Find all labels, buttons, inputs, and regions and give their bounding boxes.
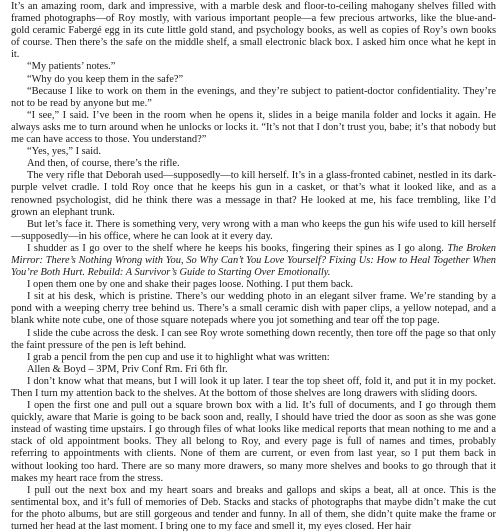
- paragraph: [11, 364, 496, 376]
- paragraph: [11, 74, 496, 86]
- text-run: Allen & Boyd – 3PM, Priv Conf Rm. Fri 6th flr.: [27, 363, 228, 375]
- text-run: I sit at his desk, which is pristine. There’s our wedding photo in an elegant silver frame. We’re standing by a pond with a weeping cherry tree behind us. There’s a small ceramic dish with paper clips, a yellow notepad, and a blank white note cube, one of those square notepads where you jot something and tear off the top page.: [11, 291, 496, 327]
- text-run: I open them one by one and shake their pages loose. Nothing. I put them back.: [27, 279, 354, 291]
- paragraph: [11, 400, 496, 485]
- paragraph: [11, 485, 496, 531]
- text-run: “My patients’ notes.”: [27, 61, 116, 73]
- text-run: “I see,” I said. I’ve been in the room when he opens it, slides in a beige manila folder and locks it again. He always asks me to turn around when he unlocks or locks it. “It’s not that I don’t trust you, babe; it’s that nobody but me can have access to those. You understand?”: [11, 109, 496, 146]
- paragraph: [11, 352, 496, 364]
- paragraph: [11, 110, 496, 146]
- paragraph: [11, 170, 496, 218]
- paragraph: [11, 243, 496, 279]
- book-titles-italic: The Broken Mirror: There’s Nothing Wrong with You, So Why Can’t You Love Yourself? Fixing Us: How to Heal Together When You’re Both Hurt. Rebuild: A Survivor’s Guide to Starting Over Emotionally.: [11, 242, 496, 279]
- text-run: “Yes, yes,” I said.: [27, 146, 101, 158]
- text-run: “Because I like to work on them in the evenings, and they’re subject to patient-doctor confidentiality. They’re not to be read by anyone but me.”: [11, 85, 496, 109]
- paragraph: [11, 328, 496, 352]
- text-run: But let’s face it. There is something very, very wrong with a man who keeps the gun his wife used to kill herself—supposedly—in his office, where he can look at it every day.: [11, 218, 496, 242]
- text-run: I grab a pencil from the pen cup and use it to highlight what was written:: [27, 351, 330, 363]
- paragraph: [11, 219, 496, 243]
- text-run: I slide the cube across the desk. I can see Roy wrote something down recently, then tore off the page so that only the faint pressure of the pen is left behind.: [11, 327, 496, 351]
- paragraph: [11, 1, 496, 61]
- paragraph: [11, 158, 496, 170]
- text-run: I don’t know what that means, but I will look it up later. I tear the top sheet off, fold it, and put it in my pocket. Then I turn my attention back to the shelves. At the bottom of those shelves are long drawers with sliding doors.: [11, 375, 496, 399]
- paragraph: [11, 146, 496, 158]
- text-run: The very rifle that Deborah used—supposedly—to kill herself. It’s in a glass-fronted cabinet, nestled in its dark-purple velvet cradle. I told Roy once that he keeps his gun in a casket, or that’s what it looked like, and as a renowned psychologist, did he think there was a message in that? He looked at me, his face trembling, like I’d grown an elephant trunk.: [11, 170, 496, 218]
- text-run: It’s an amazing room, dark and impressive, with a marble desk and floor-to-ceiling mahogany shelves filled with framed photographs—of Roy mostly, with various important people—a few precious artworks, like the blue-and-gold ceramic Fabergé egg in its cute little gold stand, and psychology books, as well as copies of Roy’s own books of course. Then there’s the safe on the middle shelf, a small electronic black box. I asked him once what he kept in it.: [11, 1, 496, 61]
- paragraph: [11, 61, 496, 73]
- text-run: “Why do you keep them in the safe?”: [27, 73, 184, 85]
- paragraph: [11, 376, 496, 400]
- text-run: And then, of course, there’s the rifle.: [27, 158, 180, 170]
- text-run: I pull out the next box and my heart soars and breaks and gallops and skips a beat, all at once. This is the sentimental box, and it’s full of memories of Deb. Stacks and stacks of photographs that maybe didn’t make the cut for the photo albums, but are still gorgeous and tender and funny. In all of them, she didn’t quite make the frame or turned her head at the last moment. I bring one to my face and smell it, my eyes closed. Her hair: [11, 484, 496, 531]
- paragraph: [11, 86, 496, 110]
- paragraph: [11, 291, 496, 327]
- paragraph: [11, 279, 496, 291]
- text-run: I shudder as I go over to the shelf where he keeps his books, fingering their spines as I go along.: [27, 242, 448, 254]
- text-run: I open the first one and pull out a square brown box with a lid. It’s full of documents, and I go through them quickly, aware that Marie is going to be back soon and, really, I should have tried the door as soon as she was gone instead of wasting time upstairs. I go through files of what looks like medical reports that mean nothing to me and a stack of old appointment books. They all belong to Roy, and every page is full of names and times, probably referring to appointments with clients. None of them are current, or even from last year, so I put them back in without looking too hard. There are so many more drawers, so many more shelves and books to go through that it makes my heart race from the stress.: [11, 400, 496, 484]
